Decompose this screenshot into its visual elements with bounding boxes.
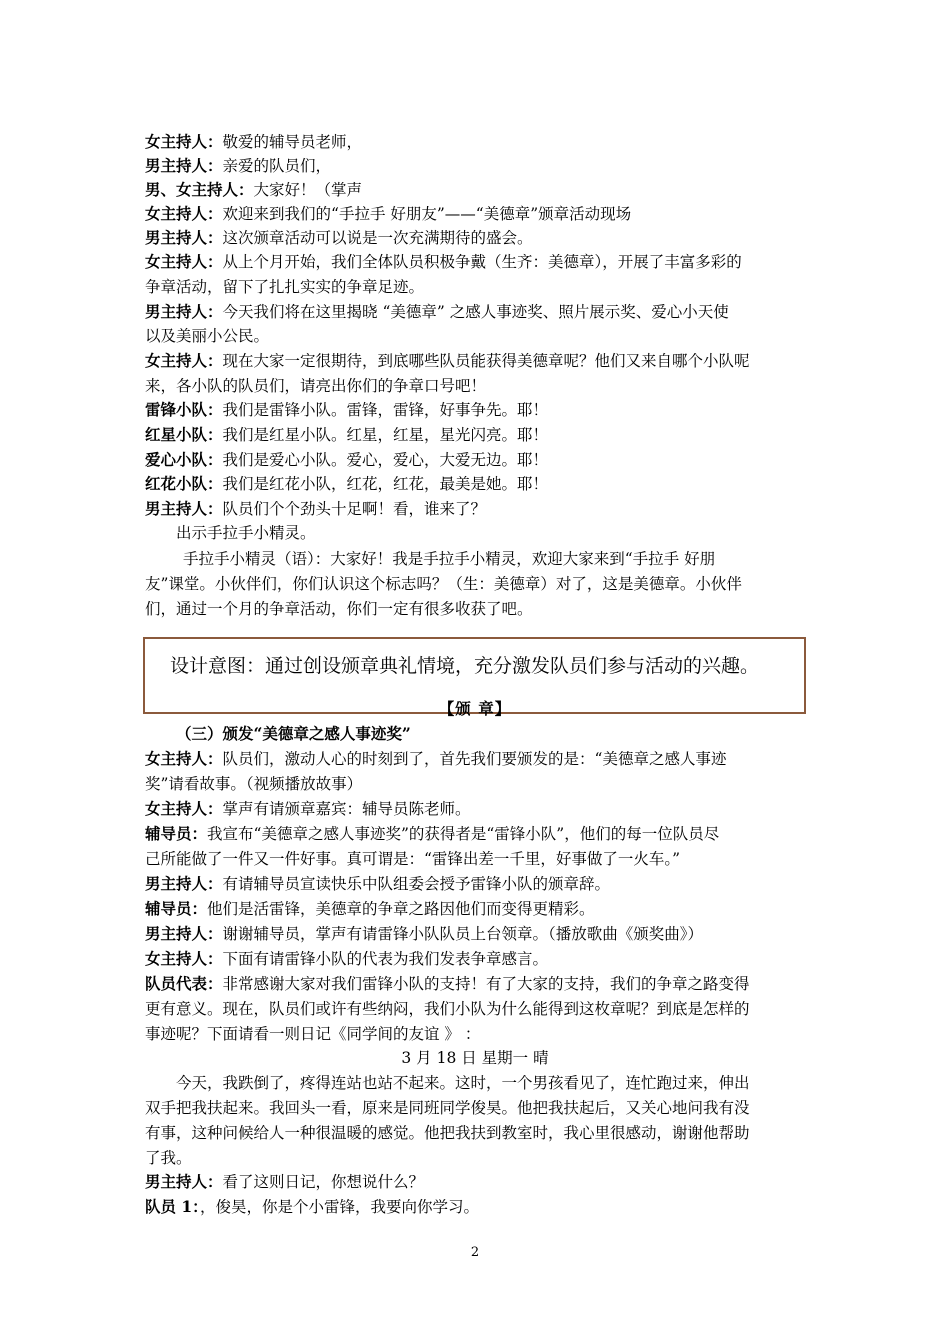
- elf-line-1: 手拉手小精灵（语）：大家好！我是手拉手小精灵，欢迎大家来到“手拉手 好朋: [183, 550, 716, 568]
- line-text: 现在大家一定很期待，到底哪些队员能获得美德章呢？他们又来自哪个小队呢: [222, 352, 750, 370]
- dialogue-line: [145, 275, 810, 300]
- speaker-label: 男主持人：: [145, 499, 223, 518]
- dialogue-line: [145, 154, 810, 179]
- dialogue-line: [145, 178, 810, 203]
- dialogue-line: [145, 250, 810, 275]
- line-text: 这次颁章活动可以说是一次充满期待的盛会。: [222, 229, 533, 247]
- dialogue-line: [145, 226, 810, 251]
- dialogue-line: [145, 448, 810, 473]
- dialogue-line: [145, 130, 810, 155]
- dialogue-line: [145, 374, 810, 399]
- line-text: ，俊昊，你是个小雷锋，我要向你学习。: [199, 1198, 479, 1216]
- line-text: 我们是雷锋小队。雷锋，雷锋，好事争先。耶！: [222, 401, 549, 419]
- closing-dialogue-line: [145, 1170, 810, 1195]
- speaker-label: 男主持人：: [145, 156, 223, 175]
- dialogue-line: [145, 324, 810, 349]
- dialogue-line: [145, 472, 810, 497]
- line-text: 谢谢辅导员，掌声有请雷锋小队队员上台领章。（播放歌曲《颁奖曲》）: [222, 925, 704, 943]
- award-dialogue-line: [145, 922, 810, 947]
- award-dialogue-line: [145, 972, 810, 997]
- line-text: 奖”请看故事。（视频播放故事）: [145, 775, 363, 793]
- diary-date: 3 月 18 日 星期一 晴: [401, 1049, 549, 1067]
- line-text: 大家好！（掌声: [253, 181, 363, 199]
- speaker-label: 男主持人：: [145, 228, 223, 247]
- elf-line-2: 友”课堂。小伙伴们，你们认识这个标志吗？（生：美德章）对了，这是美德章。小伙伴: [145, 575, 742, 593]
- line-text: 从上个月开始，我们全体队员积极争戴（生齐：美德章），开展了丰富多彩的: [222, 253, 742, 271]
- speaker-label: 女主持人：: [145, 351, 223, 370]
- line-text: 我宣布“美德章之感人事迹奖”的获得者是“雷锋小队”，他们的每一位队员尽: [207, 825, 720, 843]
- award-dialogue-line: [145, 897, 810, 922]
- line-text: 他们是活雷锋，美德章的争章之路因他们而变得更精彩。: [207, 900, 595, 918]
- award-dialogue-line: [145, 872, 810, 897]
- line-text: 事迹呢？下面请看一则日记《同学间的友谊 》 ：: [145, 1025, 481, 1043]
- speaker-label: 队员代表：: [145, 974, 223, 993]
- line-text: 敬爱的辅导员老师，: [222, 133, 363, 151]
- speaker-label: 男、女主持人：: [145, 180, 254, 199]
- line-text: 亲爱的队员们，: [222, 157, 332, 175]
- speaker-label: 男主持人：: [145, 302, 223, 321]
- speaker-label: 女主持人：: [145, 132, 223, 151]
- speaker-label: 女主持人：: [145, 799, 223, 818]
- line-text: 欢迎来到我们的“手拉手 好朋友”——“美德章”颁章活动现场: [222, 205, 632, 223]
- diary-line-3: 有事，这种问候给人一种很温暖的感觉。他把我扶到教室时，我心里很感动，谢谢他帮助: [145, 1124, 750, 1142]
- dialogue-line: [145, 497, 810, 522]
- speaker-label: 男主持人：: [145, 1172, 223, 1191]
- line-text: 有请辅导员宣读快乐中队组委会授予雷锋小队的颁章辞。: [222, 875, 611, 893]
- line-text: 以及美丽小公民。: [145, 327, 270, 345]
- line-text: 己所能做了一件又一件好事。真可谓是：“雷锋出差一千里，好事做了一火车。”: [145, 850, 681, 868]
- line-text: 来，各小队的队员们，请亮出你们的争章口号吧！: [145, 377, 487, 395]
- speaker-label: 男主持人：: [145, 874, 223, 893]
- speaker-label: 男主持人：: [145, 924, 223, 943]
- award-dialogue-line: [145, 822, 810, 847]
- speaker-label: 女主持人：: [145, 749, 223, 768]
- speaker-label: 队员 1：: [145, 1197, 200, 1216]
- award-dialogue-line: [145, 772, 810, 797]
- diary-line-4: 了我。: [145, 1149, 192, 1167]
- elf-line-3: 们，通过一个月的争章活动，你们一定有很多收获了吧。: [145, 600, 533, 618]
- design-intent-text: 设计意图：通过创设颁章典礼情境，充分激发队员们参与活动的兴趣。: [170, 655, 760, 677]
- speaker-label: 辅导员：: [145, 899, 208, 918]
- line-text: 看了这则日记，你想说什么？: [222, 1173, 425, 1191]
- award-dialogue-line: [145, 997, 810, 1022]
- speaker-label: 雷锋小队：: [145, 400, 223, 419]
- narration-show-elf: 出示手拉手小精灵。: [176, 524, 316, 542]
- speaker-label: 红星小队：: [145, 425, 223, 444]
- line-text: 队员们，激动人心的时刻到了，首先我们要颁发的是：“美德章之感人事迹: [222, 750, 727, 768]
- award-dialogue-line: [145, 847, 810, 872]
- speaker-label: 爱心小队：: [145, 450, 223, 469]
- diary-line-2: 双手把我扶起来。我回头一看，原来是同班同学俊昊。他把我扶起后，又关心地问我有没: [145, 1099, 750, 1117]
- speaker-label: 红花小队：: [145, 474, 223, 493]
- diary-line-1: 今天，我跌倒了，疼得连站也站不起来。这时，一个男孩看见了，连忙跑过来，伸出: [176, 1074, 750, 1092]
- line-text: 我们是红花小队，红花，红花，最美是她。耶！: [222, 475, 549, 493]
- award-dialogue-line: [145, 797, 810, 822]
- award-dialogue-line: [145, 1022, 810, 1047]
- page-number: 2: [470, 1245, 480, 1260]
- speaker-label: 女主持人：: [145, 252, 223, 271]
- speaker-label: 辅导员：: [145, 824, 208, 843]
- line-text: 掌声有请颁章嘉宾：辅导员陈老师。: [222, 800, 471, 818]
- award-heading: 【颁 章】: [438, 699, 512, 718]
- line-text: 今天我们将在这里揭晓 “美德章” 之感人事迹奖、照片展示奖、爱心小天使: [222, 303, 729, 321]
- line-text: 队员们个个劲头十足啊！看，谁来了？: [222, 500, 487, 518]
- line-text: 更有意义。现在，队员们或许有些纳闷，我们小队为什么能得到这枚章呢？到底是怎样的: [145, 1000, 750, 1018]
- award-dialogue-line: [145, 747, 810, 772]
- dialogue-line: [145, 349, 810, 374]
- dialogue-line: [145, 202, 810, 227]
- dialogue-line: [145, 300, 810, 325]
- line-text: 我们是红星小队。红星，红星，星光闪亮。耶！: [222, 426, 549, 444]
- speaker-label: 女主持人：: [145, 949, 223, 968]
- dialogue-line: [145, 423, 810, 448]
- line-text: 下面有请雷锋小队的代表为我们发表争章感言。: [222, 950, 549, 968]
- line-text: 我们是爱心小队。爱心，爱心，大爱无边。耶！: [222, 451, 549, 469]
- closing-dialogue-line: [145, 1195, 810, 1220]
- line-text: 非常感谢大家对我们雷锋小队的支持！有了大家的支持，我们的争章之路变得: [222, 975, 750, 993]
- award-dialogue-line: [145, 947, 810, 972]
- section-title: （三）颁发“美德章之感人事迹奖”: [176, 724, 411, 743]
- line-text: 争章活动，留下了扎扎实实的争章足迹。: [145, 278, 425, 296]
- dialogue-line: [145, 398, 810, 423]
- speaker-label: 女主持人：: [145, 204, 223, 223]
